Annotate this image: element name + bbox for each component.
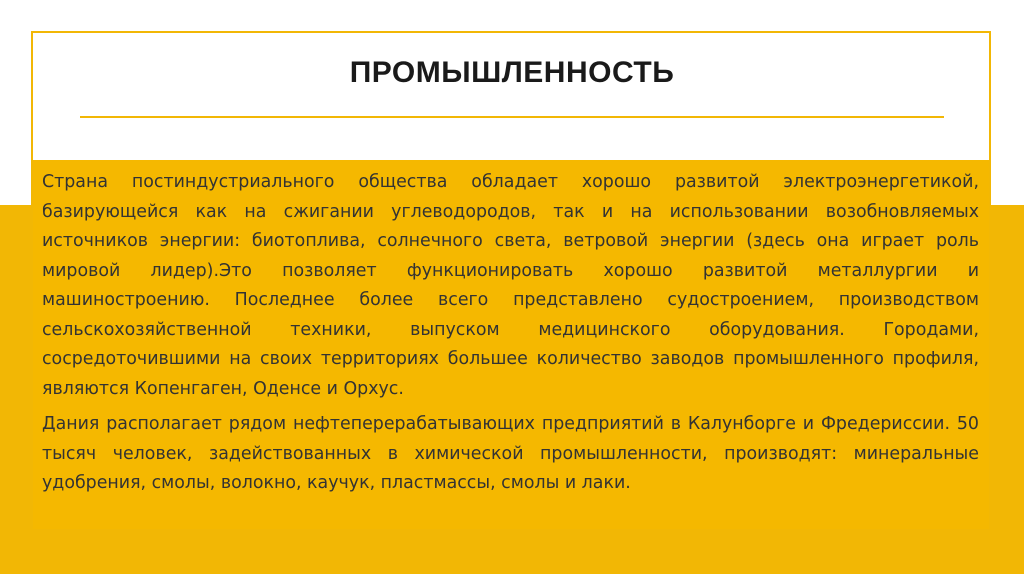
- slide-title: ПРОМЫШЛЕННОСТЬ: [349, 56, 675, 89]
- paragraph-chemical-industry: Дания располагает рядом нефтеперерабатывающих предприятий в Калунборге и Фредериссии. 50 тысяч человек, задействованных в химической промышленности, производят: минеральные удобрения, смолы, волокно, каучук, пластмассы, смолы и лаки.: [42, 414, 979, 493]
- title-underline: [80, 116, 944, 118]
- paragraph-industry-overview: Страна постиндустриального общества обладает хорошо развитой электроэнергетикой, базирующейся как на сжигании углеводородов, так и на использовании возобновляемых источников энергии: биотоплива, солнечного света, ветровой энергии (здесь она играет роль мировой лидер).Это позволяет функционировать хорошо развитой металлургии и машиностроению. Последнее более всего представлено судостроением, производством сельскохозяйственной техники, выпуском медицинского оборудования. Городами, сосредоточившими на своих территориях большее количество заводов промышленного профиля, являются Копенгаген, Оденсе и Орхус.: [42, 172, 979, 399]
- content-panel: [33, 160, 989, 529]
- title-area: [33, 33, 989, 157]
